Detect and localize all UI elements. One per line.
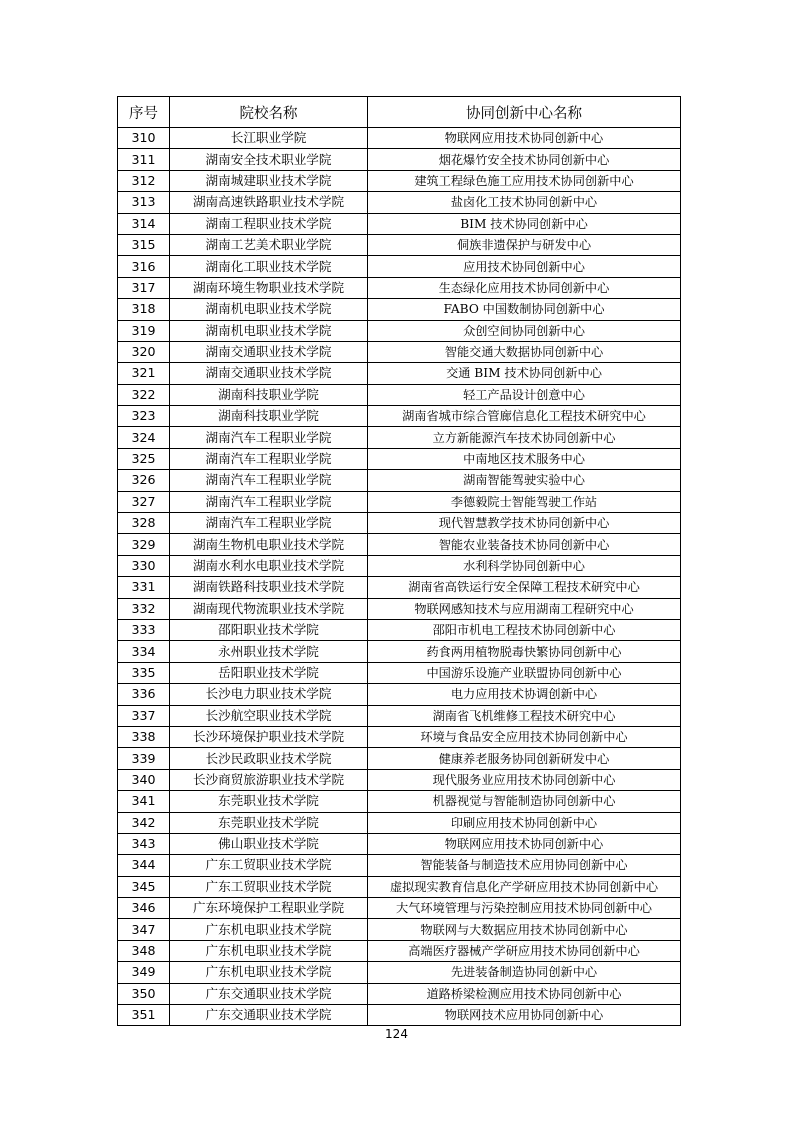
center-name: 大气环境管理与污染控制应用技术协同创新中心	[368, 898, 681, 919]
table-row	[118, 940, 681, 961]
header-center: 协同创新中心名称	[368, 97, 681, 128]
row-number: 336	[118, 684, 170, 705]
center-name: 建筑工程绿色施工应用技术协同创新中心	[368, 170, 681, 191]
school-name: 湖南水利水电职业技术学院	[170, 555, 368, 576]
row-number: 327	[118, 491, 170, 512]
center-name: 生态绿化应用技术协同创新中心	[368, 277, 681, 298]
row-number: 324	[118, 427, 170, 448]
table-row	[118, 448, 681, 469]
table-row	[118, 555, 681, 576]
school-name: 广东工贸职业技术学院	[170, 876, 368, 897]
row-number: 338	[118, 726, 170, 747]
school-name: 湖南环境生物职业技术学院	[170, 277, 368, 298]
center-name: 物联网技术应用协同创新中心	[368, 1005, 681, 1026]
school-name: 湖南汽车工程职业学院	[170, 513, 368, 534]
school-name: 岳阳职业技术学院	[170, 662, 368, 683]
row-number: 311	[118, 149, 170, 170]
row-number: 322	[118, 384, 170, 405]
school-name: 湖南交通职业技术学院	[170, 363, 368, 384]
center-name: BIM 技术协同创新中心	[368, 213, 681, 234]
table-row	[118, 812, 681, 833]
table-row	[118, 149, 681, 170]
center-name: 轻工产品设计创意中心	[368, 384, 681, 405]
row-number: 345	[118, 876, 170, 897]
table-row	[118, 406, 681, 427]
table-row	[118, 962, 681, 983]
table-row	[118, 641, 681, 662]
row-number: 317	[118, 277, 170, 298]
center-name: 立方新能源汽车技术协同创新中心	[368, 427, 681, 448]
center-name: 智能交通大数据协同创新中心	[368, 341, 681, 362]
table-row	[118, 983, 681, 1004]
school-name: 湖南生物机电职业技术学院	[170, 534, 368, 555]
center-name: 水利科学协同创新中心	[368, 555, 681, 576]
school-name: 长江职业学院	[170, 128, 368, 149]
table-row	[118, 534, 681, 555]
header-school: 院校名称	[170, 97, 368, 128]
table-row	[118, 256, 681, 277]
row-number: 312	[118, 170, 170, 191]
school-name: 长沙民政职业技术学院	[170, 748, 368, 769]
school-name: 长沙航空职业技术学院	[170, 705, 368, 726]
table-row	[118, 726, 681, 747]
row-number: 319	[118, 320, 170, 341]
row-number: 349	[118, 962, 170, 983]
school-name: 广东工贸职业技术学院	[170, 855, 368, 876]
table-row	[118, 277, 681, 298]
center-name: 应用技术协同创新中心	[368, 256, 681, 277]
page-number: 124	[385, 1027, 408, 1041]
table-row	[118, 619, 681, 640]
table-row	[118, 320, 681, 341]
row-number: 351	[118, 1005, 170, 1026]
school-name: 湖南机电职业技术学院	[170, 320, 368, 341]
school-name: 湖南铁路科技职业技术学院	[170, 577, 368, 598]
row-number: 341	[118, 791, 170, 812]
table-row	[118, 427, 681, 448]
center-name: 盐卤化工技术协同创新中心	[368, 192, 681, 213]
row-number: 344	[118, 855, 170, 876]
row-number: 337	[118, 705, 170, 726]
table-row	[118, 919, 681, 940]
table-row	[118, 769, 681, 790]
center-name: 湖南省飞机维修工程技术研究中心	[368, 705, 681, 726]
center-name: 侗族非遗保护与研发中心	[368, 234, 681, 255]
school-name: 东莞职业技术学院	[170, 812, 368, 833]
row-number: 325	[118, 448, 170, 469]
center-name: 众创空间协同创新中心	[368, 320, 681, 341]
center-name: 现代智慧教学技术协同创新中心	[368, 513, 681, 534]
school-name: 湖南交通职业技术学院	[170, 341, 368, 362]
table-row	[118, 341, 681, 362]
row-number: 321	[118, 363, 170, 384]
school-name: 广东机电职业技术学院	[170, 940, 368, 961]
school-name: 湖南科技职业学院	[170, 384, 368, 405]
table-row	[118, 705, 681, 726]
table-header	[118, 97, 681, 128]
school-name: 长沙商贸旅游职业技术学院	[170, 769, 368, 790]
table-row	[118, 876, 681, 897]
row-number: 339	[118, 748, 170, 769]
center-name: FABO 中国数制协同创新中心	[368, 299, 681, 320]
row-number: 333	[118, 619, 170, 640]
school-name: 广东环境保护工程职业学院	[170, 898, 368, 919]
table-row	[118, 662, 681, 683]
table-row	[118, 748, 681, 769]
center-name: 虚拟现实教育信息化产学研应用技术协同创新中心	[368, 876, 681, 897]
table-row	[118, 192, 681, 213]
row-number: 320	[118, 341, 170, 362]
center-name: 高端医疗器械产学研应用技术协同创新中心	[368, 940, 681, 961]
center-name: 湖南省城市综合管廊信息化工程技术研究中心	[368, 406, 681, 427]
table-row	[118, 577, 681, 598]
table-row	[118, 170, 681, 191]
center-name: 物联网应用技术协同创新中心	[368, 128, 681, 149]
center-name: 药食两用植物脱毒快繁协同创新中心	[368, 641, 681, 662]
table-row	[118, 598, 681, 619]
center-name: 智能农业装备技术协同创新中心	[368, 534, 681, 555]
center-name: 智能装备与制造技术应用协同创新中心	[368, 855, 681, 876]
table-row	[118, 513, 681, 534]
row-number: 331	[118, 577, 170, 598]
school-name: 湖南工程职业技术学院	[170, 213, 368, 234]
school-name: 广东交通职业技术学院	[170, 983, 368, 1004]
table-row	[118, 791, 681, 812]
table-row	[118, 855, 681, 876]
school-name: 邵阳职业技术学院	[170, 619, 368, 640]
header-no: 序号	[118, 97, 170, 128]
row-number: 347	[118, 919, 170, 940]
center-name: 物联网应用技术协同创新中心	[368, 833, 681, 854]
school-name: 湖南汽车工程职业学院	[170, 427, 368, 448]
school-name: 湖南机电职业技术学院	[170, 299, 368, 320]
school-name: 广东机电职业技术学院	[170, 962, 368, 983]
row-number: 334	[118, 641, 170, 662]
row-number: 346	[118, 898, 170, 919]
row-number: 313	[118, 192, 170, 213]
center-name: 道路桥梁检测应用技术协同创新中心	[368, 983, 681, 1004]
center-name: 机器视觉与智能制造协同创新中心	[368, 791, 681, 812]
school-name: 广东交通职业技术学院	[170, 1005, 368, 1026]
center-name: 交通 BIM 技术协同创新中心	[368, 363, 681, 384]
center-name: 李德毅院士智能驾驶工作站	[368, 491, 681, 512]
row-number: 350	[118, 983, 170, 1004]
row-number: 348	[118, 940, 170, 961]
table-row	[118, 1005, 681, 1026]
table-row	[118, 384, 681, 405]
school-name: 湖南高速铁路职业技术学院	[170, 192, 368, 213]
row-number: 330	[118, 555, 170, 576]
center-name: 物联网感知技术与应用湖南工程研究中心	[368, 598, 681, 619]
school-name: 湖南汽车工程职业学院	[170, 470, 368, 491]
table-row	[118, 898, 681, 919]
row-number: 316	[118, 256, 170, 277]
row-number: 310	[118, 128, 170, 149]
header-row	[118, 97, 681, 128]
row-number: 340	[118, 769, 170, 790]
center-name: 湖南智能驾驶实验中心	[368, 470, 681, 491]
table-row	[118, 299, 681, 320]
school-name: 湖南汽车工程职业学院	[170, 491, 368, 512]
center-name: 环境与食品安全应用技术协同创新中心	[368, 726, 681, 747]
table-row	[118, 128, 681, 149]
row-number: 314	[118, 213, 170, 234]
row-number: 329	[118, 534, 170, 555]
row-number: 342	[118, 812, 170, 833]
table-row	[118, 234, 681, 255]
school-name: 长沙电力职业技术学院	[170, 684, 368, 705]
row-number: 335	[118, 662, 170, 683]
center-name: 物联网与大数据应用技术协同创新中心	[368, 919, 681, 940]
school-name: 湖南汽车工程职业学院	[170, 448, 368, 469]
row-number: 332	[118, 598, 170, 619]
row-number: 323	[118, 406, 170, 427]
school-name: 广东机电职业技术学院	[170, 919, 368, 940]
row-number: 326	[118, 470, 170, 491]
school-name: 东莞职业技术学院	[170, 791, 368, 812]
school-name: 湖南科技职业学院	[170, 406, 368, 427]
school-name: 长沙环境保护职业技术学院	[170, 726, 368, 747]
center-name: 中国游乐设施产业联盟协同创新中心	[368, 662, 681, 683]
school-name: 湖南城建职业技术学院	[170, 170, 368, 191]
row-number: 343	[118, 833, 170, 854]
center-name: 先进装备制造协同创新中心	[368, 962, 681, 983]
row-number: 315	[118, 234, 170, 255]
table-row	[118, 470, 681, 491]
school-name: 湖南现代物流职业技术学院	[170, 598, 368, 619]
school-name: 佛山职业技术学院	[170, 833, 368, 854]
center-name: 现代服务业应用技术协同创新中心	[368, 769, 681, 790]
center-name: 印刷应用技术协同创新中心	[368, 812, 681, 833]
school-name: 湖南化工职业技术学院	[170, 256, 368, 277]
school-name: 湖南工艺美术职业学院	[170, 234, 368, 255]
center-name: 中南地区技术服务中心	[368, 448, 681, 469]
table-body	[118, 128, 681, 1026]
table-row	[118, 491, 681, 512]
center-name: 烟花爆竹安全技术协同创新中心	[368, 149, 681, 170]
school-name: 永州职业技术学院	[170, 641, 368, 662]
table-row	[118, 213, 681, 234]
innovation-center-table	[117, 96, 681, 1026]
center-name: 邵阳市机电工程技术协同创新中心	[368, 619, 681, 640]
school-name: 湖南安全技术职业学院	[170, 149, 368, 170]
row-number: 318	[118, 299, 170, 320]
center-name: 健康养老服务协同创新研发中心	[368, 748, 681, 769]
table-row	[118, 363, 681, 384]
row-number: 328	[118, 513, 170, 534]
center-name: 电力应用技术协调创新中心	[368, 684, 681, 705]
table-row	[118, 684, 681, 705]
center-name: 湖南省高铁运行安全保障工程技术研究中心	[368, 577, 681, 598]
table-row	[118, 833, 681, 854]
